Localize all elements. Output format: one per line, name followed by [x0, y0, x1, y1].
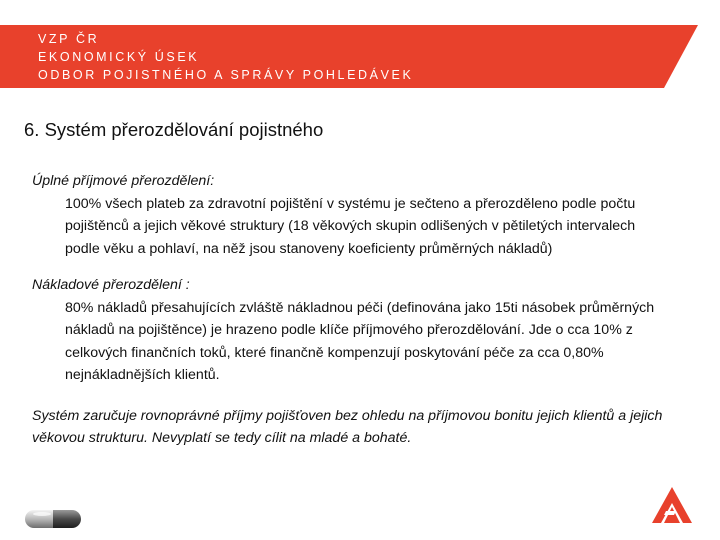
header-text — [38, 30, 413, 84]
content-body — [32, 170, 672, 450]
section-text-cost: 80% nákladů přesahujících zvláště nákladnou péči (definována jako 15ti násobek průměrných nákladů na pojištěnce) je hrazeno podle klíče příjmového přerozdělování. Jde o cca 10% z celkových finančních toků, které finančně kompenzují poskytování péče za cca 0,80% nejnákladnějších klientů. — [65, 299, 655, 383]
page-title: 6. Systém přerozdělování pojistného — [24, 119, 324, 140]
vzp-logo-icon — [652, 487, 692, 523]
header-line-1: VZP ČR — [38, 32, 100, 46]
pill-icon — [22, 507, 84, 531]
section-heading-cost: Nákladové přerozdělení : — [32, 277, 190, 293]
section-heading-full: Úplné příjmové přerozdělení: — [32, 173, 215, 189]
header-line-3: ODBOR POJISTNÉHO A SPRÁVY POHLEDÁVEK — [38, 68, 414, 82]
summary-note: Systém zaručuje rovnoprávné příjmy pojišťoven bez ohledu na příjmovou bonitu jejich klientů a jejich věkovou strukturu. Nevyplatí se tedy cílit na mladé a bohaté. — [32, 407, 663, 446]
section-text-full: 100% všech plateb za zdravotní pojištění v systému je sečteno a přerozděleno podle počtu pojištěnců a jejich věkové struktury (18 věkových skupin odlišených v pětiletých intervalech podle věku a pohlaví, na něž jsou stanoveny koeficienty průměrných nákladů) — [65, 195, 636, 257]
header-line-2: EKONOMICKÝ ÚSEK — [38, 50, 200, 64]
